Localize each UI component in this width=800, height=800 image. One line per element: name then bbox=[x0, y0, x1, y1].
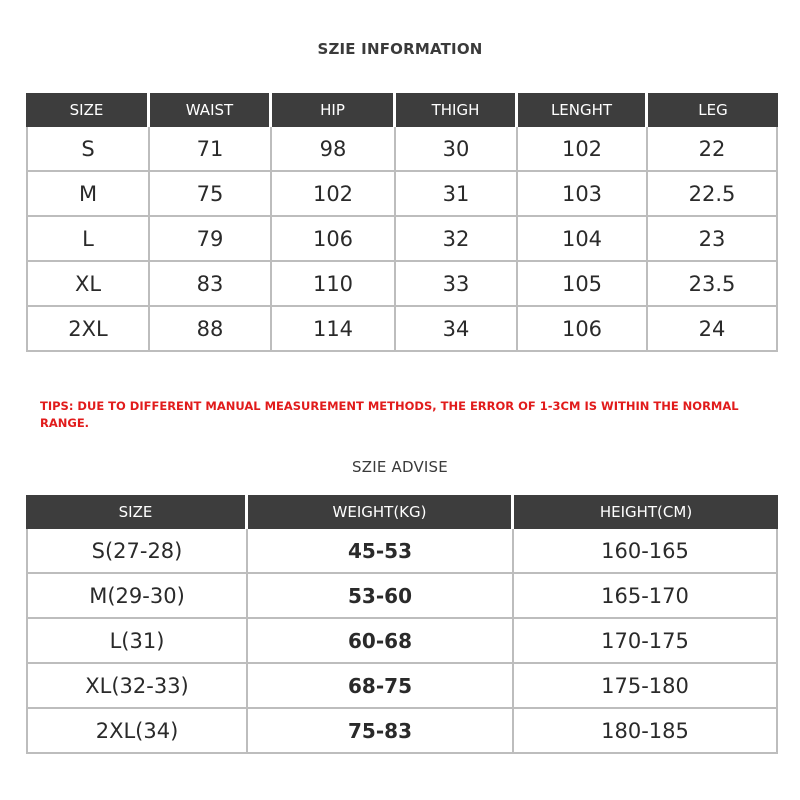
table-cell: S(27-28) bbox=[26, 529, 248, 574]
table-cell: 88 bbox=[150, 307, 272, 352]
table-cell: XL(32-33) bbox=[26, 664, 248, 709]
table-row bbox=[26, 262, 778, 307]
size-information-title: SZIE INFORMATION bbox=[317, 40, 483, 58]
table-row bbox=[26, 709, 778, 754]
table-cell: 180-185 bbox=[514, 709, 778, 754]
table-cell: M(29-30) bbox=[26, 574, 248, 619]
table-cell: 30 bbox=[396, 127, 518, 172]
table-cell: M bbox=[26, 172, 150, 217]
table-cell: 32 bbox=[396, 217, 518, 262]
table-cell: L bbox=[26, 217, 150, 262]
measurement-tips: TIPS: DUE TO DIFFERENT MANUAL MEASUREMENT METHODS, THE ERROR OF 1-3CM IS WITHIN THE NORMAL RANGE. bbox=[40, 399, 739, 430]
table-cell: 2XL(34) bbox=[26, 709, 248, 754]
table-cell: 71 bbox=[150, 127, 272, 172]
column-header-size: SIZE bbox=[26, 93, 150, 127]
column-header-size: SIZE bbox=[26, 495, 248, 529]
table-cell: 106 bbox=[272, 217, 396, 262]
table-cell: 114 bbox=[272, 307, 396, 352]
column-header-thigh: THIGH bbox=[396, 93, 518, 127]
table-cell: 2XL bbox=[26, 307, 150, 352]
table-cell: 165-170 bbox=[514, 574, 778, 619]
table-cell: S bbox=[26, 127, 150, 172]
table-row bbox=[26, 217, 778, 262]
table-cell: L(31) bbox=[26, 619, 248, 664]
table-header-row bbox=[26, 93, 778, 127]
table-cell: 75-83 bbox=[248, 709, 514, 754]
column-header-waist: WAIST bbox=[150, 93, 272, 127]
table-row bbox=[26, 574, 778, 619]
column-header-height: HEIGHT(CM) bbox=[514, 495, 778, 529]
table-cell: 104 bbox=[518, 217, 648, 262]
table-cell: XL bbox=[26, 262, 150, 307]
table-cell: 103 bbox=[518, 172, 648, 217]
column-header-hip: HIP bbox=[272, 93, 396, 127]
table-row bbox=[26, 664, 778, 709]
column-header-leg: LEG bbox=[648, 93, 778, 127]
table-cell: 170-175 bbox=[514, 619, 778, 664]
table-cell: 33 bbox=[396, 262, 518, 307]
table-cell: 22.5 bbox=[648, 172, 778, 217]
size-advise-title: SZIE ADVISE bbox=[352, 458, 448, 476]
table-cell: 98 bbox=[272, 127, 396, 172]
table-cell: 105 bbox=[518, 262, 648, 307]
table-row bbox=[26, 619, 778, 664]
table-cell: 83 bbox=[150, 262, 272, 307]
table-cell: 75 bbox=[150, 172, 272, 217]
table-cell: 160-165 bbox=[514, 529, 778, 574]
table-header-row bbox=[26, 495, 778, 529]
table-cell: 23.5 bbox=[648, 262, 778, 307]
table-cell: 175-180 bbox=[514, 664, 778, 709]
column-header-length: LENGHT bbox=[518, 93, 648, 127]
table-cell: 102 bbox=[272, 172, 396, 217]
table-row bbox=[26, 127, 778, 172]
table-cell: 23 bbox=[648, 217, 778, 262]
table-cell: 45-53 bbox=[248, 529, 514, 574]
table-row bbox=[26, 529, 778, 574]
table-cell: 53-60 bbox=[248, 574, 514, 619]
table-row bbox=[26, 172, 778, 217]
table-cell: 79 bbox=[150, 217, 272, 262]
table-cell: 24 bbox=[648, 307, 778, 352]
table-cell: 34 bbox=[396, 307, 518, 352]
size-information-table bbox=[26, 93, 778, 352]
size-advise-table bbox=[26, 495, 778, 754]
column-header-weight: WEIGHT(KG) bbox=[248, 495, 514, 529]
table-cell: 68-75 bbox=[248, 664, 514, 709]
table-cell: 106 bbox=[518, 307, 648, 352]
table-cell: 102 bbox=[518, 127, 648, 172]
table-cell: 110 bbox=[272, 262, 396, 307]
table-cell: 31 bbox=[396, 172, 518, 217]
table-cell: 22 bbox=[648, 127, 778, 172]
table-cell: 60-68 bbox=[248, 619, 514, 664]
table-row bbox=[26, 307, 778, 352]
